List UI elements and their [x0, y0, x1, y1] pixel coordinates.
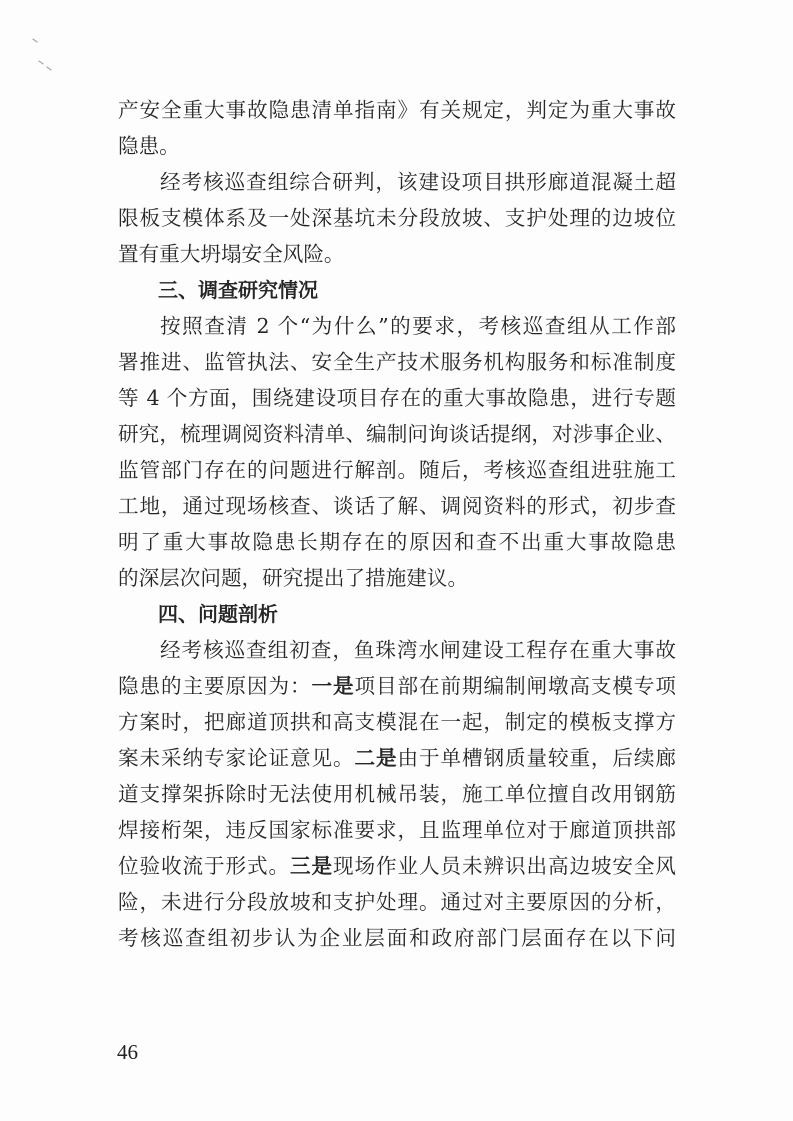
text-line: 考核巡查组初步认为企业层面和政府部门层面存在以下问: [118, 926, 676, 950]
text-line: 按照查清 2 个“为什么”的要求，考核巡查组从工作部: [160, 314, 676, 338]
text-line: [118, 848, 676, 884]
text-line: 焊接桁架，违反国家标准要求，且监理单位对于廊道顶拱部: [118, 818, 676, 842]
bold-run: 三是: [289, 854, 333, 878]
text-run: 由于单槽钢质量较重，后续廊: [397, 746, 677, 770]
text-line: 的深层次问题，研究提出了措施建议。: [118, 566, 469, 590]
text-line: 经考核巡查组综合研判，该建设项目拱形廊道混凝土超: [160, 170, 676, 194]
bold-run: 二是: [354, 746, 398, 770]
bold-run: 一是: [311, 674, 355, 698]
text-line: 明了重大事故隐患长期存在的原因和查不出重大事故隐患: [118, 530, 676, 554]
text-line: 隐患。: [118, 134, 180, 158]
text-line: 产安全重大事故隐患清单指南》有关规定，判定为重大事故: [118, 98, 676, 122]
text-run: 案未采纳专家论证意见。: [118, 746, 355, 770]
text-line: [118, 740, 676, 776]
text-run: 位验收流于形式。: [118, 854, 290, 878]
scan-specks: [28, 38, 68, 78]
text-line: 经考核巡查组初查，鱼珠湾水闸建设工程存在重大事故: [160, 638, 676, 662]
section-heading: 三、调查研究情况: [158, 278, 318, 302]
text-line: 等 4 个方面，围绕建设项目存在的重大事故隐患，进行专题: [118, 386, 676, 410]
text-line: 险，未进行分段放坡和支护处理。通过对主要原因的分析，: [118, 890, 676, 914]
text-line: 道支撑架拆除时无法使用机械吊装，施工单位擅自改用钢筋: [118, 782, 676, 806]
text-run: 隐患的主要原因为：: [118, 674, 312, 698]
text-line: 方案时，把廊道顶拱和高支模混在一起，制定的模板支撑方: [118, 710, 676, 734]
text-line: 署推进、监管执法、安全生产技术服务机构服务和标准制度: [118, 350, 676, 374]
body-text: [118, 92, 676, 956]
text-run: 项目部在前期编制闸墩高支模专项: [354, 674, 677, 698]
text-line: 研究，梳理调阅资料清单、编制问询谈话提纲，对涉事企业、: [118, 422, 676, 446]
text-line: 工地，通过现场核查、谈话了解、调阅资料的形式，初步查: [118, 494, 676, 518]
text-line: [118, 668, 676, 704]
text-line: 置有重大坍塌安全风险。: [118, 242, 345, 266]
text-run: 现场作业人员未辨识出高边坡安全风: [332, 854, 677, 878]
page-number: 46: [117, 1040, 138, 1064]
text-line: 限板支模体系及一处深基坑未分段放坡、支护处理的边坡位: [118, 206, 676, 230]
text-line: 监管部门存在的问题进行解剖。随后，考核巡查组进驻施工: [118, 458, 676, 482]
section-heading: 四、问题剖析: [158, 602, 278, 626]
